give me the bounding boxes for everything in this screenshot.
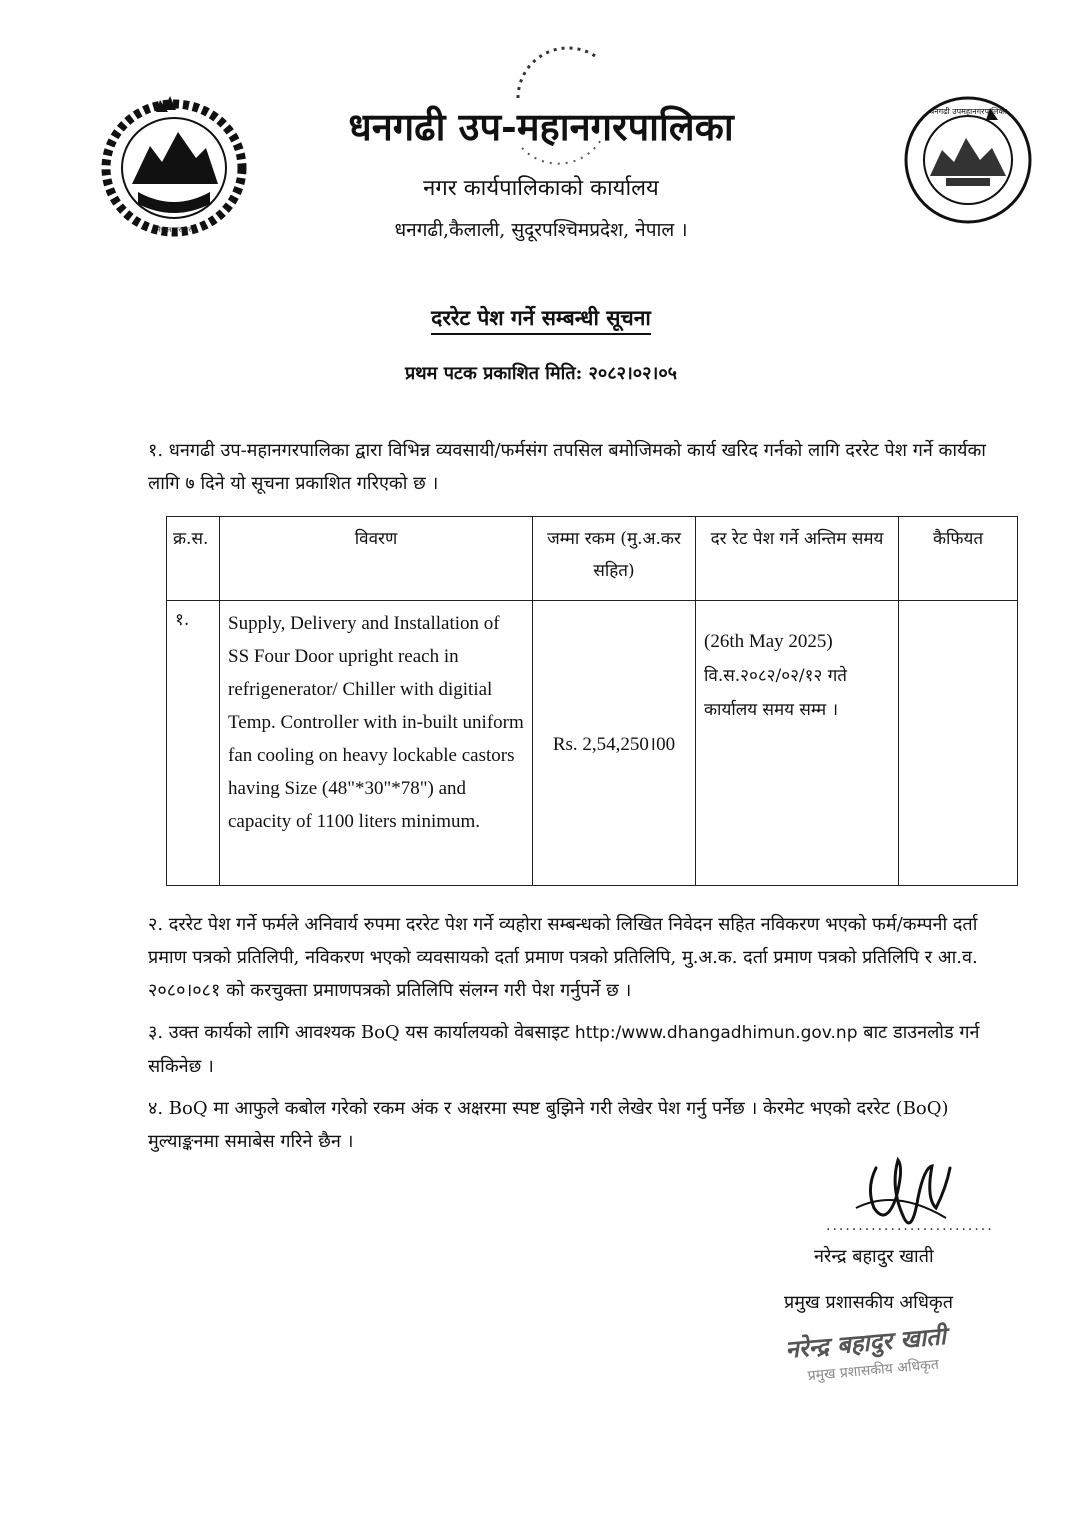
notice-heading [0, 304, 1082, 332]
paragraph-4: ४. BoQ मा आफुले कबोल गरेको रकम अंक र अक्षरमा स्पष्ट बुझिने गरी लेखेर पेश गर्नु पर्नेछ । केरमेट भएको दररेट (BoQ) मुल्याङ्कनमा समाबेस गरिने छैन । [148, 1098, 949, 1152]
stamp-name: नरेन्द्र बहादुर खाती [784, 1321, 948, 1365]
paragraph-2: २. दररेट पेश गर्ने फर्मले अनिवार्य रुपमा दररेट पेश गर्ने व्यहोरा सम्बन्धको लिखित निवेदन सहित नविकरण भएको फर्म/कम्पनी दर्ता प्रमाण पत्रको प्रतिलिपी, नविकरण भएको व्यवसायको दर्ता प्रमाण पत्रको प्रतिलिपि, मु.अ.क. दर्ता प्रमाण पत्रको प्रतिलिपि र आ.व. २०८०।०८१ को करचुक्ता प्रमाणपत्रको प्रतिलिपि संलग्न गरी पेश गर्नुपर्ने छ । [148, 914, 978, 1001]
header-remarks: कैफियत [899, 517, 1018, 601]
signatory-name: नरेन्द्र बहादुर खाती [814, 1246, 934, 1267]
header-description: विवरण [220, 517, 533, 601]
paragraph-3-start: ३. उक्त कार्यको लागि आवश्यक BoQ यस कार्यालयको वेबसाइट [148, 1022, 575, 1043]
deadline-english: (26th May 2025) [704, 631, 833, 652]
paragraph-3-end: बाट डाउनलोड गर्न सकिनेछ । [148, 1022, 980, 1077]
paragraph-1: १. धनगढी उप-महानगरपालिका द्वारा विभिन्न व्यवसायी/फर्मसंग तपसिल बमोजिमको कार्य खरिद गर्नको लागि दररेट पेश गर्ने कार्यका लागि ७ दिने यो सूचना प्रकाशित गरिएको छ । [148, 440, 986, 494]
header-deadline: दर रेट पेश गर्ने अन्तिम समय [696, 517, 899, 601]
header-sn: क्र.स. [167, 517, 220, 601]
cell-sn: १. [167, 601, 220, 886]
table-row [167, 601, 1018, 886]
table-header-row [167, 517, 1018, 601]
stamp-designation: प्रमुख प्रशासकीय अधिकृत [807, 1356, 940, 1385]
name-stamp [784, 1319, 949, 1387]
notice-table [166, 516, 1018, 886]
website-link[interactable]: http:/www.dhangadhimun.gov.np [574, 1023, 858, 1043]
office-name: नगर कार्यपालिकाको कार्यालय [423, 176, 659, 201]
cell-deadline [696, 601, 899, 886]
svg-text:नेपाल सरकार: नेपाल सरकार [156, 226, 192, 234]
signatory-designation: प्रमुख प्रशासकीय अधिकृत [784, 1292, 953, 1313]
cell-remarks [899, 601, 1018, 886]
cell-amount: Rs. 2,54,250।00 [533, 601, 696, 886]
municipality-title: धनगढी उप-महानगरपालिका [348, 104, 734, 149]
notice-heading-text: दररेट पेश गर्ने सम्बन्धी सूचना [431, 305, 651, 335]
signature-line: .......................... [826, 1218, 994, 1234]
published-date: प्रथम पटक प्रकाशित मिति: २०८२।०२।०५ [404, 363, 678, 384]
deadline-nepali: वि.स.२०८२/०२/१२ गते कार्यालय समय सम्म । [704, 666, 847, 720]
svg-text:धनगढी उपमहानगरपालिका: धनगढी उपमहानगरपालिका [929, 107, 1007, 116]
cell-description: Supply, Delivery and Installation of SS Four Door upright reach in refrigenerator/ Chiller with digitial Temp. Controller with in-built uniform fan cooling on heavy lockable castors having Size (48"*30"*78") and capacity of 1100 liters minimum. [220, 601, 533, 886]
office-address: धनगढी,कैलाली, सुदूरपश्चिमप्रदेश, नेपाल । [394, 219, 688, 241]
header-amount: जम्मा रकम (मु.अ.कर सहित) [533, 517, 696, 601]
paragraph-3 [148, 1016, 1008, 1083]
